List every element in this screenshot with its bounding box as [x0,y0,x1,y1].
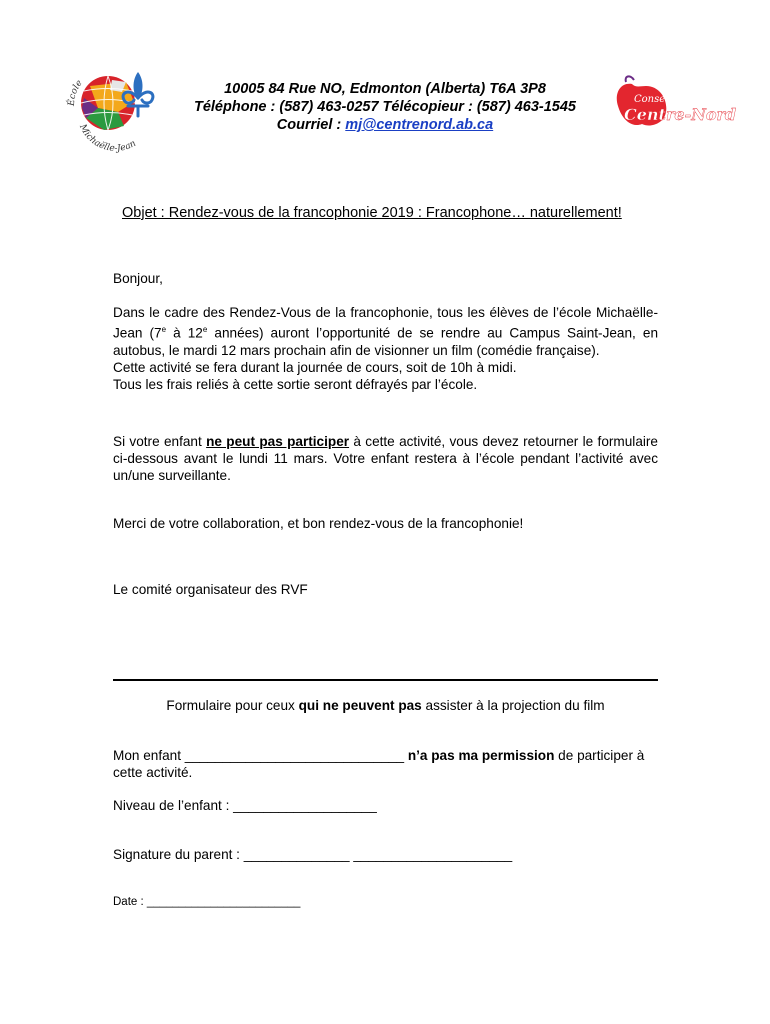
board-logo-line2: Centre-Nord [624,105,737,124]
paragraph-event-body: Dans le cadre des Rendez-Vous de la francophonie, tous les élèves de l’école Michaëlle-Jean (7e à 12e années) auront l’opportunité de se rendre au Campus Saint-Jean, en autobus, le mardi 12 mars prochain afin de visionner un film (comédie française). [113,305,658,358]
date-blank[interactable]: ________________________ [146,896,301,908]
child-name-blank[interactable]: _____________________________ [184,748,405,763]
paragraph-event-fees: Tous les frais reliés à cette sortie seront défrayés par l’école. [113,376,478,392]
paragraph-event-time: Cette activité se fera durant la journée de cours, soit de 10h à midi. [113,359,517,375]
signoff: Le comité organisateur des RVF [113,582,308,597]
paragraph-event [113,304,658,393]
email-line [160,116,610,134]
subject-line: Objet : Rendez-vous de la francophonie 2019 : Francophone… naturellement! [122,205,622,221]
emphasis-text: ne peut pas participer [206,434,350,449]
signature-field: Signature du parent : ______________ _____________________ [113,847,513,862]
address: 10005 84 Rue NO, Edmonton (Alberta) T6A 3P8 [224,81,546,97]
paragraph-instructions: Si votre enfant ne peut pas participer à cette activité, vous devez retourner le formulaire ci-dessous avant le lundi 11 mars. Votre enfant restera à l’école pendant l’activité avec un/une surveillante. [113,434,658,483]
form-title: Formulaire pour ceux qui ne peuvent pas assister à la projection du film [166,698,605,713]
board-logo [612,72,737,132]
level-field: Niveau de l’enfant : ___________________ [113,798,377,813]
phone-fax: Téléphone : (587) 463-0257 Télécopieur : (587) 463-1545 [193,99,576,115]
permission-field: Mon enfant _____________________________ n’a pas ma permission de participer à cette activité. [113,748,645,780]
board-logo-line1: Conseil scolaire [634,94,715,105]
level-blank[interactable]: ___________________ [233,798,377,813]
email-label: Courriel : [276,117,346,133]
school-logo-top-text: École [66,78,85,107]
signature-blank[interactable]: ______________ _____________________ [243,847,513,862]
letterhead [160,80,610,134]
school-logo [60,58,160,158]
divider [113,679,658,681]
email-link[interactable]: mj@centrenord.ab.ca [345,117,494,133]
school-logo-bottom-text: Michaëlle-Jean [77,122,138,154]
thanks-text: Merci de votre collaboration, et bon rendez-vous de la francophonie! [113,516,524,531]
date-field: Date : ________________________ [113,896,301,908]
greeting: Bonjour, [113,271,163,286]
